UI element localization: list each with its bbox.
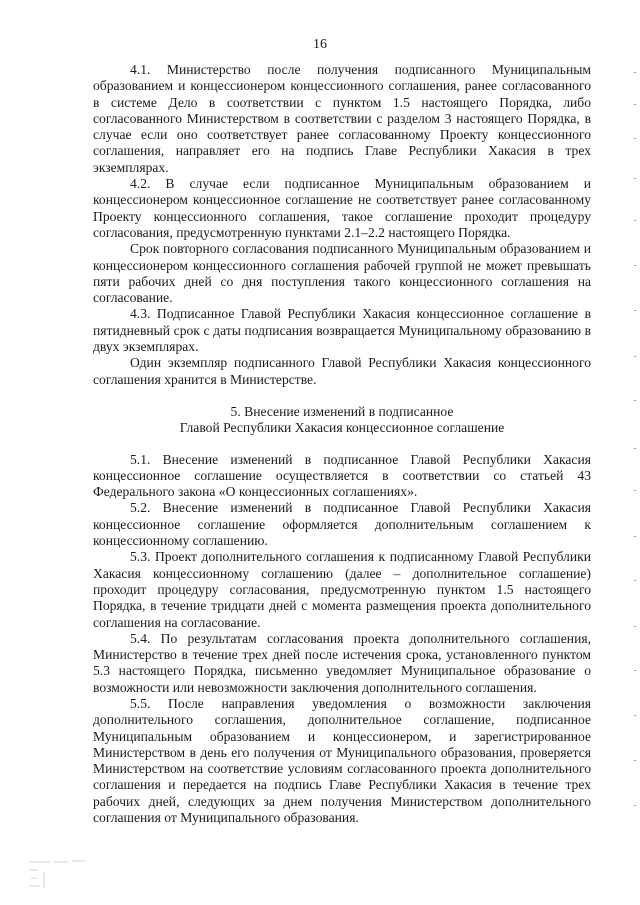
section-5-heading-line-2: Главой Республики Хакасия концессионное соглашение — [179, 420, 505, 436]
document-body — [93, 62, 591, 826]
paragraph-4-2: 4.2. В случае если подписанное Муниципальным образованием и концессионером концессионное соглашение не соответствует ранее согласованному Проекту концессионного соглашения, такое соглашение проходит процедуру согласования, предусмотренную пунктами 2.1–2.2 настоящего Порядка. — [93, 176, 591, 240]
paragraph-5-5: 5.5. После направления уведомления о возможности заключения дополнительного соглашения, дополнительное соглашение, подписанное Муниципальным образованием и концессионером, и зарегистрированное Министерством в день его получения от Муниципального образования, проверяется Министерством на соответствие условиям согласованного проекта дополнительного соглашения и передается на подпись Главе Республики Хакасия в течение трех рабочих дней, следующих за днем получения Министерством дополнительного соглашения от Муниципального образования. — [93, 695, 591, 826]
scan-margin-marks — [632, 60, 638, 850]
paragraph-5-3: 5.3. Проект дополнительного соглашения к подписанному Главой Республики Хакасия концессионному соглашению (далее – дополнительное соглашение) проходит процедуру согласования, предусмотренную пунктом 1.5 настоящего Порядка, в течение тридцати дней с момента размещения проекта дополнительного соглашения на согласование. — [93, 549, 591, 630]
paragraph-4-1: 4.1. Министерство после получения подписанного Муниципальным образованием и концессионером концессионного соглашения, ранее согласованного в системе Дело в соответствии с пунктом 1.5 настоящего Порядка, либо согласованного Министерством в соответствии с разделом 3 настоящего Порядка, в случае если оно соответствует ранее согласованному Проекту концессионного соглашения, направляет его на подпись Главе Республики Хакасия в трех экземплярах. — [93, 62, 591, 175]
paragraph-5-4: 5.4. По результатам согласования проекта дополнительного соглашения, Министерство в течение трех дней после истечения срока, установленного пунктом 5.3 настоящего Порядка, письменно уведомляет Муниципальное образование о возможности или невозможности заключения дополнительного соглашения. — [93, 630, 591, 695]
paragraph-4-2-term: Срок повторного согласования подписанного Муниципальным образованием и концессионером концессионного соглашения рабочей группой не может превышать пяти рабочих дней со дня поступления такого концессионного соглашения на согласование. — [93, 241, 591, 306]
paragraph-5-2: 5.2. Внесение изменений в подписанное Главой Республики Хакасия концессионное соглашение оформляется дополнительным соглашением к концессионному соглашению. — [93, 500, 591, 549]
section-5-heading-line-1: 5. Внесение изменений в подписанное — [230, 403, 454, 419]
paragraph-4-3: 4.3. Подписанное Главой Республики Хакасия концессионное соглашение в пятидневный срок с даты подписания возвращается Муниципальному образованию в двух экземплярах. — [93, 306, 591, 355]
paragraph-4-3-copy: Один экземпляр подписанного Главой Республики Хакасия концессионного соглашения хранится в Министерстве. — [93, 355, 591, 387]
paragraph-5-1: 5.1. Внесение изменений в подписанное Главой Республики Хакасия концессионное соглашение осуществляется в соответствии со статьей 43 Федерального закона «О концессионных соглашениях». — [93, 451, 591, 500]
faint-stamp-mark — [28, 858, 108, 894]
section-5-heading — [93, 404, 591, 437]
page-number: 16 — [313, 37, 327, 52]
